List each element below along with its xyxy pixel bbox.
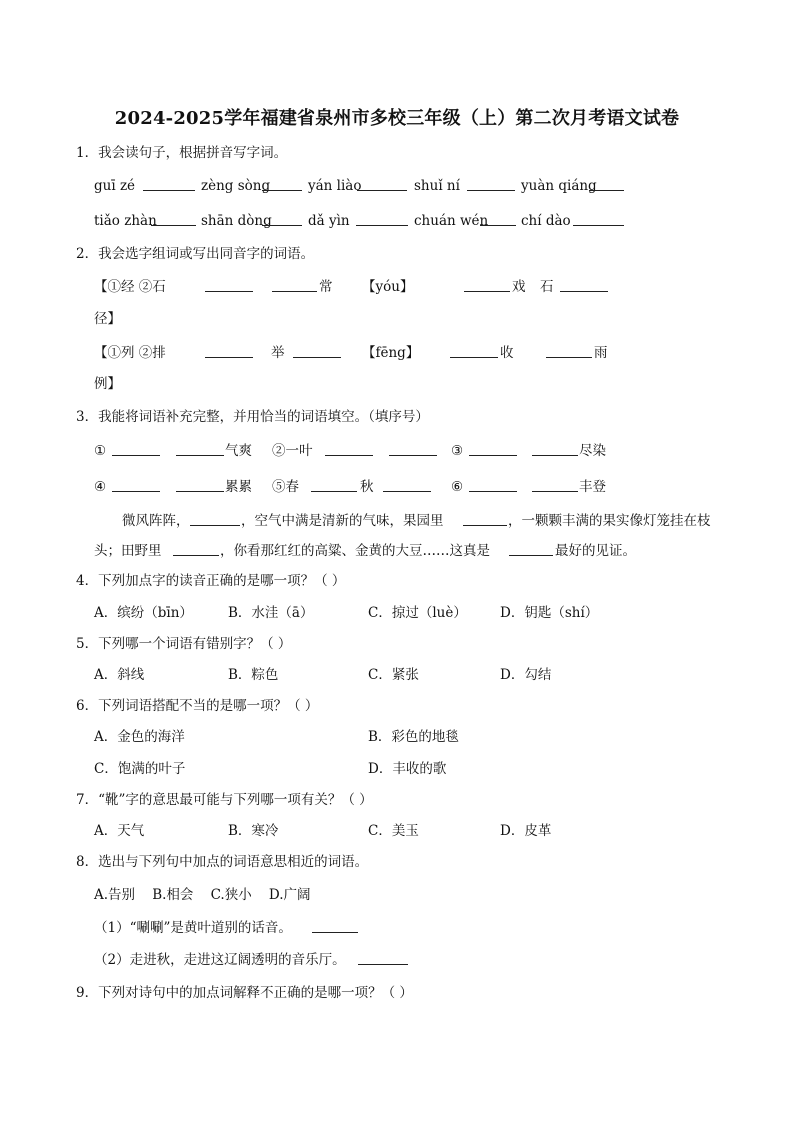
answer-blank[interactable]: [383, 477, 431, 492]
answer-blank[interactable]: [532, 441, 578, 456]
q2-r2-wrap: 例】: [94, 376, 121, 392]
q6-option-c[interactable]: C．饱满的叶子: [94, 761, 186, 777]
answer-blank[interactable]: [272, 277, 317, 292]
q2-pinyin-feng: 【fēng】: [362, 345, 420, 361]
pinyin-shui-ni: shuǐ ní: [414, 178, 460, 194]
answer-blank[interactable]: [467, 176, 515, 191]
answer-blank[interactable]: [560, 277, 608, 292]
q3-item-3-suffix: 尽染: [579, 443, 606, 459]
q7-option-a[interactable]: A．天气: [94, 823, 145, 839]
answer-blank[interactable]: [573, 211, 624, 226]
pinyin-gui-ze: guī zé: [94, 178, 136, 194]
q3-paragraph-a2: ，空气中满是清新的气味，果园里: [241, 513, 444, 529]
q3-item-3-number: ③: [451, 443, 464, 459]
answer-blank[interactable]: [173, 541, 219, 556]
answer-blank[interactable]: [262, 211, 302, 226]
q3-paragraph-b2: ，你看那红红的高粱、金黄的大豆……这真是: [220, 543, 490, 559]
question-6-stem: 6．下列词语搭配不当的是哪一项？（ ）: [76, 698, 319, 714]
page-title: 2024-2025学年福建省泉州市多校三年级（上）第二次月考语文试卷: [114, 108, 680, 129]
pinyin-da-yin: dǎ yìn: [308, 213, 350, 229]
q8-sentence-1: （1）“唰唰”是黄叶道别的话音。: [94, 920, 292, 936]
question-3-stem: 3．我能将词语补充完整，并用恰当的词语填空。（填序号）: [76, 409, 429, 425]
question-9-stem: 9．下列对诗句中的加点词解释不正确的是哪一项？（ ）: [76, 985, 413, 1001]
q7-option-c[interactable]: C．美玉: [368, 823, 419, 839]
answer-blank[interactable]: [143, 176, 195, 191]
q6-option-a[interactable]: A．金色的海洋: [94, 729, 185, 745]
q3-item-5: ⑤春: [272, 479, 299, 495]
pinyin-yuan-qiang: yuàn qiáng: [521, 178, 597, 194]
q3-paragraph-b3: 最好的见证。: [555, 543, 636, 559]
q2-r2-word2-suffix: 收: [500, 345, 514, 361]
answer-blank[interactable]: [357, 176, 407, 191]
question-8-stem: 8．选出与下列句中加点的词语意思相近的词语。: [76, 854, 369, 870]
answer-blank[interactable]: [112, 477, 160, 492]
q2-pinyin-you: 【yóu】: [362, 279, 414, 295]
answer-blank[interactable]: [509, 541, 553, 556]
question-1-stem: 1．我会读句子，根据拼音写字词。: [76, 145, 288, 161]
q3-item-1-suffix: 气爽: [225, 443, 252, 459]
q5-option-c[interactable]: C．紧张: [368, 667, 419, 683]
q6-option-d[interactable]: D．丰收的歌: [368, 761, 447, 777]
q2-choice-1: 【①经 ②石: [94, 279, 166, 295]
answer-blank[interactable]: [532, 477, 578, 492]
q5-option-b[interactable]: B．粽色: [228, 667, 279, 683]
answer-blank[interactable]: [293, 343, 341, 358]
answer-blank[interactable]: [190, 511, 240, 526]
q3-paragraph-a3: ，一颗颗丰满的果实像灯笼挂在枝: [508, 513, 711, 529]
pinyin-tiao-zhan: tiǎo zhàn: [94, 213, 157, 229]
q3-item-4-number: ④: [94, 479, 107, 495]
answer-blank[interactable]: [464, 277, 510, 292]
answer-blank[interactable]: [450, 343, 498, 358]
answer-blank[interactable]: [205, 277, 253, 292]
q2-r1-word2-suffix: 戏: [512, 279, 526, 295]
answer-blank[interactable]: [262, 176, 302, 191]
answer-blank[interactable]: [469, 441, 517, 456]
answer-blank[interactable]: [358, 950, 408, 965]
q2-r2-word3-suffix: 雨: [594, 345, 608, 361]
pinyin-zeng-song: zèng sòng: [201, 178, 271, 194]
q4-option-b[interactable]: B．水洼（ā）: [228, 605, 314, 621]
q3-item-6-number: ⑥: [451, 479, 464, 495]
q5-option-a[interactable]: A．斜线: [94, 667, 145, 683]
answer-blank[interactable]: [546, 343, 592, 358]
q3-item-4-suffix: 累累: [225, 479, 252, 495]
q8-options: A.告别 B.相会 C.狭小 D.广阔: [94, 887, 311, 903]
q3-item-1-number: ①: [94, 443, 107, 459]
q3-paragraph-b1: 头；田野里: [94, 543, 162, 559]
q3-item-2: ②一叶: [272, 443, 313, 459]
answer-blank[interactable]: [151, 211, 196, 226]
answer-blank[interactable]: [325, 441, 373, 456]
pinyin-shan-dong: shān dòng: [201, 213, 272, 229]
answer-blank[interactable]: [205, 343, 253, 358]
q7-option-b[interactable]: B．寒冷: [228, 823, 279, 839]
answer-blank[interactable]: [176, 477, 224, 492]
answer-blank[interactable]: [389, 441, 437, 456]
q3-paragraph-a1: 微风阵阵，: [122, 513, 190, 529]
answer-blank[interactable]: [312, 918, 358, 933]
question-5-stem: 5．下列哪一个词语有错别字？（ ）: [76, 636, 292, 652]
q5-option-d[interactable]: D．勾结: [500, 667, 552, 683]
q4-option-a[interactable]: A．缤纷（bīn）: [94, 605, 193, 621]
question-7-stem: 7．“靴”字的意思最可能与下列哪一项有关？（ ）: [76, 792, 373, 808]
pinyin-chuan-wen: chuán wén: [414, 213, 489, 229]
q8-sentence-2: （2）走进秋，走进这辽阔透明的音乐厅。: [94, 952, 346, 968]
q2-r2-word1-prefix: 举: [271, 345, 285, 361]
answer-blank[interactable]: [589, 176, 624, 191]
pinyin-chi-dao: chí dào: [521, 213, 571, 229]
q3-item-6-suffix: 丰登: [579, 479, 606, 495]
q2-choice-2: 【①列 ②排: [94, 345, 166, 361]
answer-blank[interactable]: [463, 511, 507, 526]
q6-option-b[interactable]: B．彩色的地毯: [368, 729, 459, 745]
answer-blank[interactable]: [176, 441, 224, 456]
answer-blank[interactable]: [356, 211, 408, 226]
answer-blank[interactable]: [311, 477, 357, 492]
q4-option-c[interactable]: C．掠过（luè）: [368, 605, 467, 621]
answer-blank[interactable]: [480, 211, 516, 226]
q2-r1-word3-prefix: 石: [540, 279, 554, 295]
q4-option-d[interactable]: D．钥匙（shí）: [500, 605, 599, 621]
q7-option-d[interactable]: D．皮革: [500, 823, 552, 839]
answer-blank[interactable]: [469, 477, 517, 492]
answer-blank[interactable]: [112, 441, 160, 456]
q2-r1-wrap: 径】: [94, 311, 121, 327]
pinyin-yan-liao: yán liào: [308, 178, 362, 194]
question-4-stem: 4．下列加点字的读音正确的是哪一项？（ ）: [76, 573, 346, 589]
q3-item-5-mid: 秋: [360, 479, 374, 495]
question-2-stem: 2．我会选字组词或写出同音字的词语。: [76, 246, 315, 262]
q2-r1-word1-suffix: 常: [319, 279, 333, 295]
